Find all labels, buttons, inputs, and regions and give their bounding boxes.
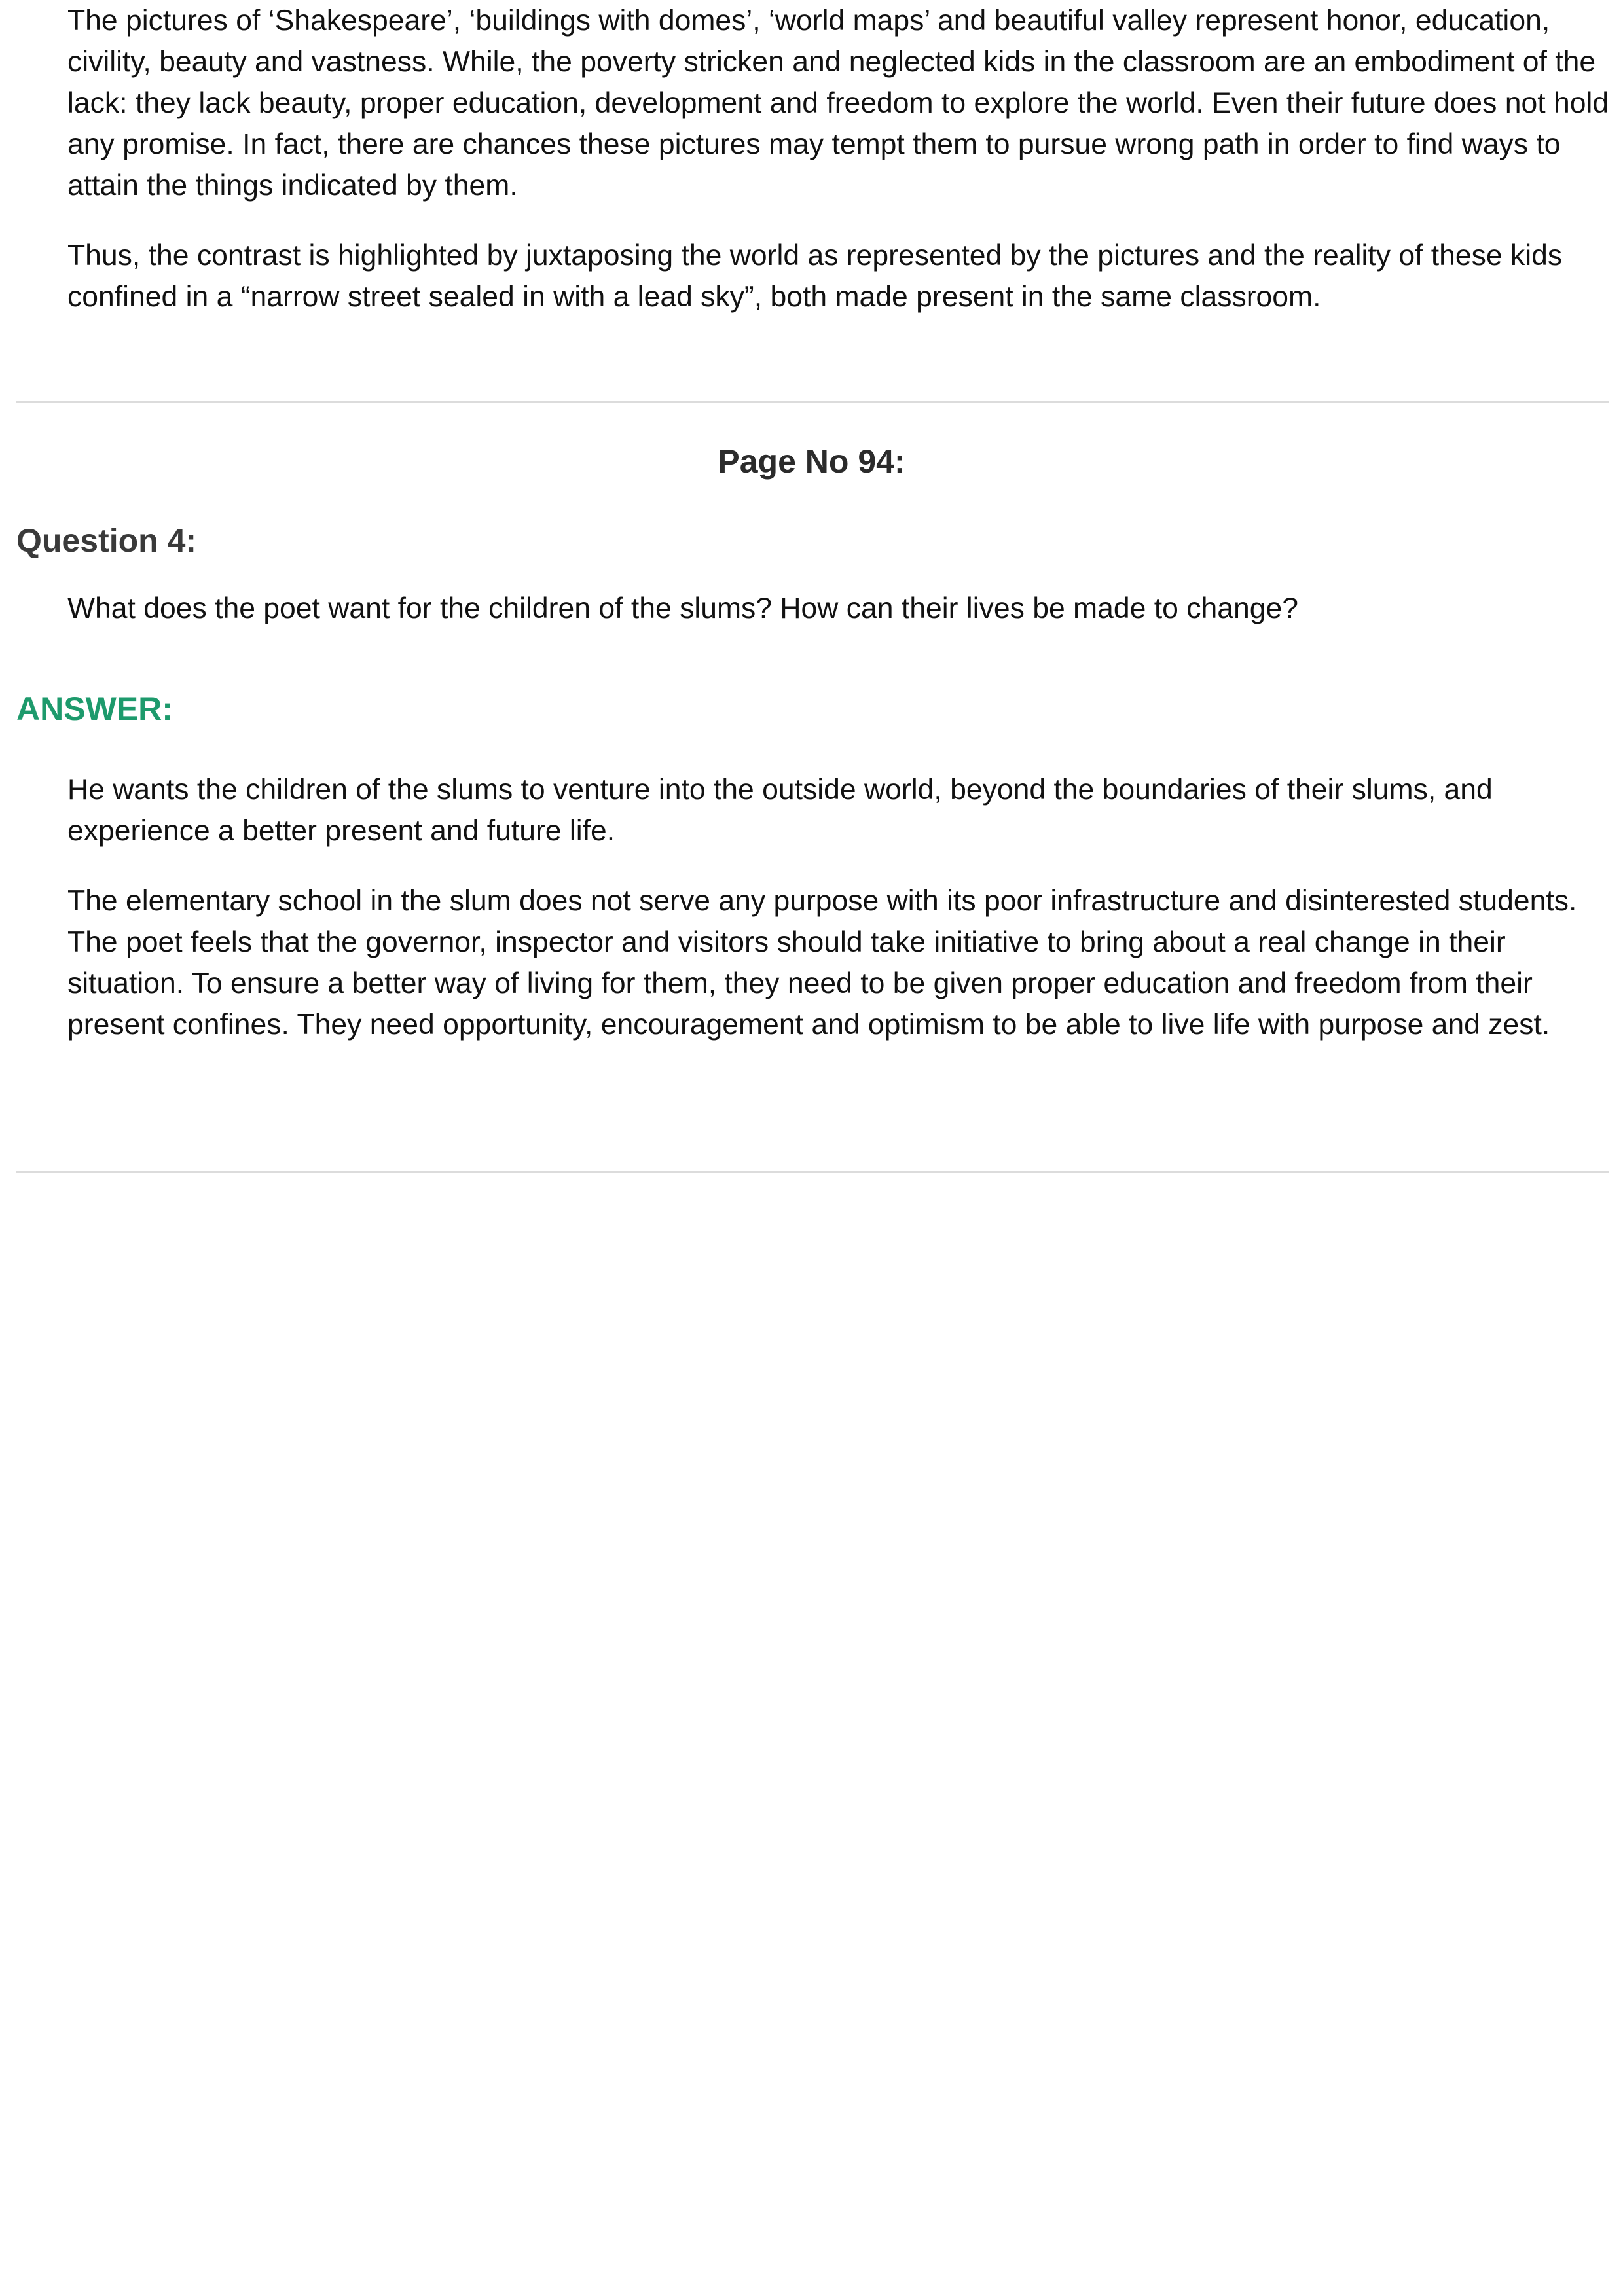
answer-paragraph-1: He wants the children of the slums to venture into the outside world, beyond the boundaries of their slums, and experience a better present and future life. bbox=[67, 774, 1493, 847]
question-label: Question 4: bbox=[16, 522, 197, 559]
section-divider-bottom bbox=[16, 1171, 1609, 1173]
answer-paragraph-2: The elementary school in the slum does not serve any purpose with its poor infrastructure and disinterested students. The poet feels that the governor, inspector and visitors should take initiative to bring about a real change in their situation. To ensure a better way of living for them, they need to be given proper education and freedom from their present confines. They need opportunity, encouragement and optimism to be able to live life with purpose and zest. bbox=[67, 885, 1577, 1041]
question-text: What does the poet want for the children of the slums? How can their lives be made to change? bbox=[67, 592, 1298, 624]
page-number-heading: Page No 94: bbox=[718, 443, 905, 480]
answer-label: ANSWER: bbox=[16, 691, 173, 727]
intro-paragraph-1: The pictures of ‘Shakespeare’, ‘buildings with domes’, ‘world maps’ and beautiful valley represent honor, education, civility, beauty and vastness. While, the poverty stricken and neglected kids in the classroom are an embodiment of the lack: they lack beauty, proper education, development and freedom to explore the world. Even their future does not hold any promise. In fact, there are chances these pictures may tempt them to pursue wrong path in order to find ways to attain the things indicated by them. bbox=[67, 5, 1609, 202]
section-divider-top bbox=[16, 401, 1609, 403]
intro-paragraph-2: Thus, the contrast is highlighted by juxtaposing the world as represented by the pictures and the reality of these kids confined in a “narrow street sealed in with a lead sky”, both made present in the same classroom. bbox=[67, 240, 1563, 313]
